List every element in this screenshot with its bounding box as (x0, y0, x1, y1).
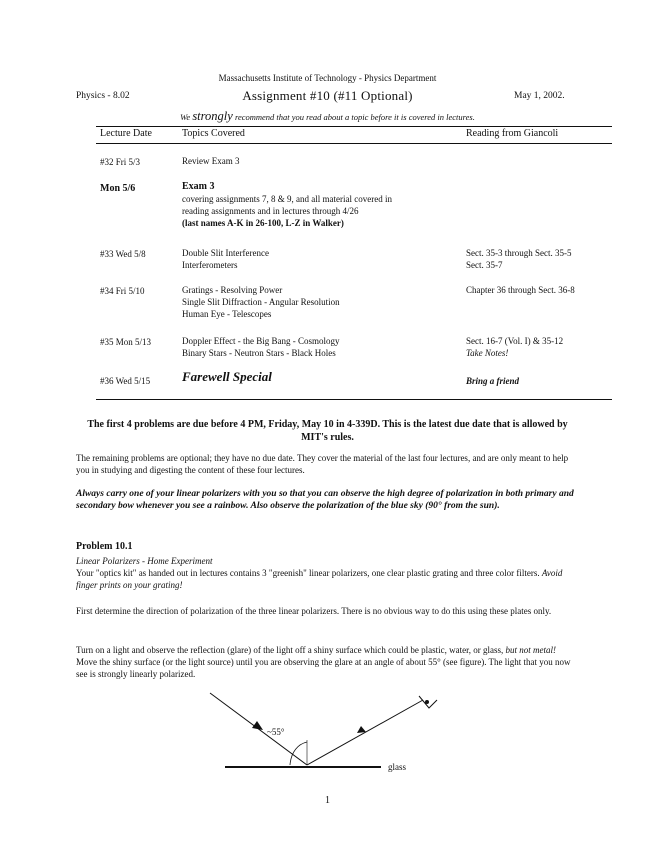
assignment-date: May 1, 2002. (514, 91, 565, 101)
table-bottom-rule (96, 399, 612, 400)
reading-line: Chapter 36 through Sect. 36-8 (466, 285, 575, 295)
glass-label: glass (388, 762, 406, 772)
topic-line: Double Slit Interference (182, 248, 269, 258)
reading-recommendation (0, 109, 655, 124)
due-notice: The first 4 problems are due before 4 PM, Friday, May 10 in 4-339D. This is the latest due date that is allowed by MIT's rules. (87, 419, 568, 443)
row-date: #35 Mon 5/13 (100, 337, 152, 347)
topic-line: Human Eye - Telescopes (182, 309, 272, 319)
row-topics (182, 371, 272, 383)
topic-line: covering assignments 7, 8 & 9, and all material covered in (182, 194, 392, 204)
row-date: #34 Fri 5/10 (100, 286, 145, 296)
header-lecture-date: Lecture Date (100, 128, 152, 139)
problem-paragraph-3b: but not metal! (505, 645, 557, 655)
topic-line: Farewell Special (182, 369, 272, 384)
reading-line: Take Notes! (466, 348, 509, 358)
reflection-figure (205, 680, 445, 775)
problem-paragraph-3c: Move the shiny surface (or the light source) until you are observing the glare at an angle of about 55° (see figure). The light that you now see is strongly linearly polarized. (76, 657, 571, 679)
note-prefix: We (180, 112, 191, 122)
row-reading (466, 247, 571, 271)
problem-title: Problem 10.1 (76, 541, 133, 552)
assignment-title: Assignment #10 (#11 Optional) (242, 88, 413, 103)
polarizer-note: Always carry one of your linear polarizers with you so that you can observe the high degree of polarization in both primary and secondary bow whenever you see a rainbow. Also observe the polarization of the blue sky (90° from the sun). (76, 489, 574, 511)
row-topics (182, 155, 240, 167)
eye-pupil (425, 700, 429, 704)
note-strong: strongly (192, 109, 233, 123)
row-date: #33 Wed 5/8 (100, 249, 146, 259)
header-topics: Topics Covered (182, 128, 245, 139)
row-reading (466, 375, 519, 387)
optional-note: The remaining problems are optional; they have no due date. They cover the material of the last four lectures, and are only meant to help you in studying and digesting the content of these four lectures. (76, 453, 569, 475)
topic-line: Review Exam 3 (182, 156, 240, 166)
row-date: #32 Fri 5/3 (100, 157, 141, 167)
row-topics (182, 335, 340, 359)
row-topics (182, 284, 340, 320)
problem-paragraph-3a: Turn on a light and observe the reflection (glare) of the light off a shiny surface which could be plastic, water, or glass, (76, 645, 504, 655)
row-date: Mon 5/6 (100, 183, 136, 194)
reading-line: Sect. 35-3 through Sect. 35-5 (466, 248, 572, 258)
problem-warning: Avoid finger prints on your grating! (76, 568, 563, 590)
topic-line: Exam 3 (182, 181, 215, 192)
problem-paragraph-1: Your "optics kit" as handed out in lectures contains 3 "greenish" linear polarizers, one clear plastic grating and three color filters. (76, 568, 540, 578)
problem-body (76, 555, 579, 591)
topic-line: Interferometers (182, 260, 238, 270)
row-topics (182, 181, 392, 229)
row-date: #36 Wed 5/15 (100, 376, 151, 386)
reading-line: Sect. 35-7 (466, 260, 503, 270)
angle-arc (290, 742, 307, 765)
row-reading (466, 284, 575, 296)
page-number: 1 (325, 795, 330, 806)
row-topics (182, 247, 269, 271)
reading-line: Bring a friend (466, 376, 520, 386)
topic-line: reading assignments and in lectures through 4/26 (182, 206, 359, 216)
institution-heading: Massachusetts Institute of Technology - Physics Department (218, 73, 437, 83)
topic-line: (last names A-K in 26-100, L-Z in Walker) (182, 218, 344, 228)
reflected-ray (307, 700, 423, 765)
course-label: Physics - 8.02 (76, 91, 130, 101)
table-top-rule (96, 126, 612, 127)
header-reading: Reading from Giancoli (466, 128, 559, 139)
topic-line: Gratings - Resolving Power (182, 285, 283, 295)
topic-line: Single Slit Diffraction - Angular Resolution (182, 297, 340, 307)
topic-line: Binary Stars - Neutron Stars - Black Holes (182, 348, 336, 358)
note-rest: recommend that you read about a topic before it is covered in lectures. (234, 112, 475, 122)
table-header-rule (96, 143, 612, 144)
problem-paragraph-2: First determine the direction of polarization of the three linear polarizers. There is no obvious way to do this using these plates only. (76, 606, 552, 616)
reflected-arrow (357, 726, 366, 733)
problem-paragraph-3 (76, 644, 579, 680)
row-reading (466, 335, 563, 359)
reading-line: Sect. 16-7 (Vol. I) & 35-12 (466, 336, 564, 346)
topic-line: Doppler Effect - the Big Bang - Cosmology (182, 336, 340, 346)
angle-label: ~55° (267, 727, 285, 737)
problem-subtitle: Linear Polarizers - Home Experiment (76, 556, 213, 566)
